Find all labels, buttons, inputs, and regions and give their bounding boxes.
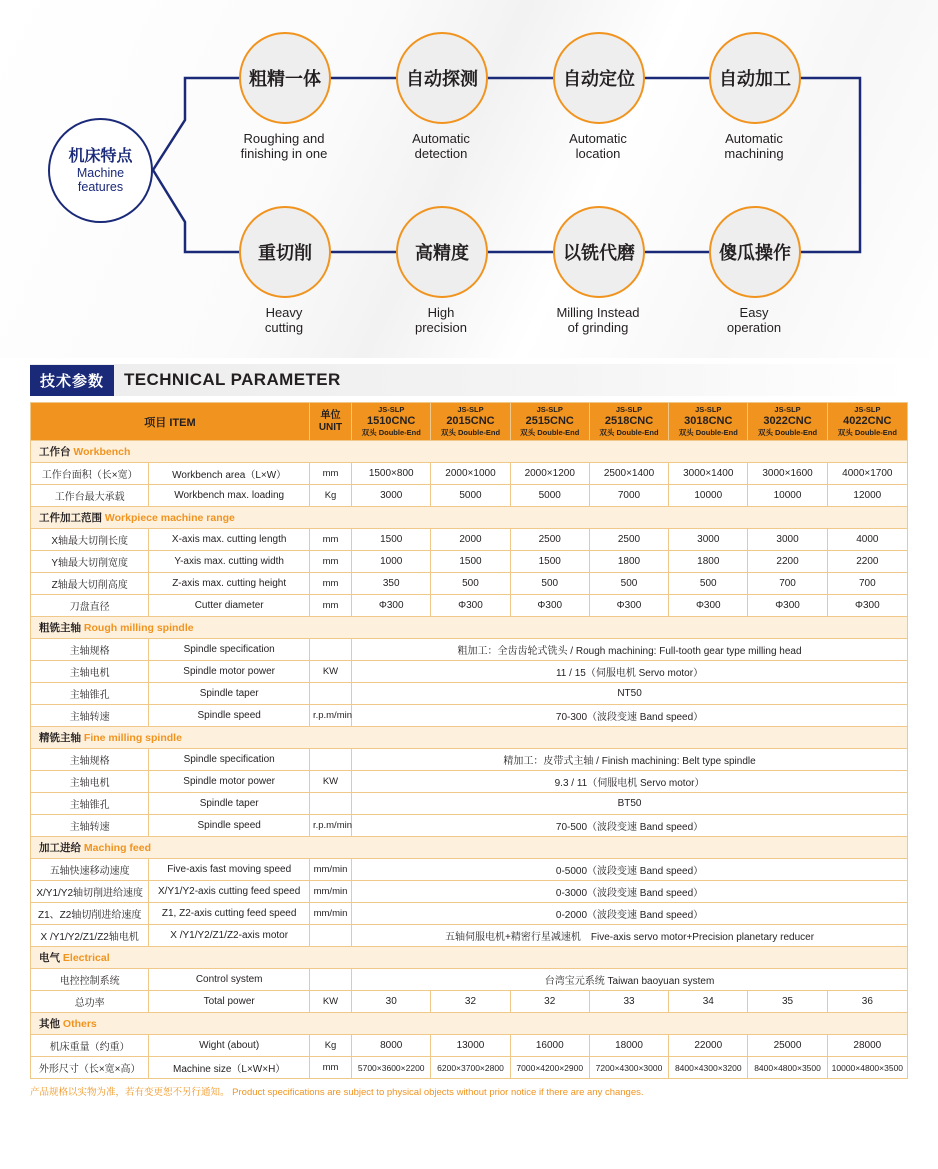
section-title-en: TECHNICAL PARAMETER [124,370,341,389]
row-value: 500 [510,573,589,595]
group-label-en: Maching feed [83,842,152,854]
row-value: 350 [352,573,431,595]
row-label-en: Spindle speed [149,815,310,837]
table-row [31,749,908,771]
table-row [31,969,908,991]
row-span-value: 70-500（波段变速 Band speed） [352,815,908,837]
row-value: 500 [431,573,510,595]
table-body [31,441,908,1079]
row-span-value: 0-2000（波段变速 Band speed） [352,903,908,925]
row-value: 1000 [352,551,431,573]
header-model-1 [352,403,431,441]
caption-line-1: Easy [739,305,769,320]
row-unit: Kg [309,485,351,507]
row-unit: mm [309,529,351,551]
row-label-cn: 总功率 [31,991,149,1013]
row-value: 2000×1200 [510,463,589,485]
row-value: 2000×1000 [431,463,510,485]
table-row [31,903,908,925]
row-value: 3000 [669,529,748,551]
row-label-cn: X轴最大切削长度 [31,529,149,551]
model-note: 双头 Double-End [757,428,818,437]
group-label [31,727,908,749]
table-group-row [31,441,908,463]
feature-caption-roughing-finishing [209,131,359,161]
row-value: Φ300 [669,595,748,617]
feature-caption-high-precision [366,305,516,335]
row-unit: mm [309,551,351,573]
table-row [31,815,908,837]
row-label-en: Spindle speed [149,705,310,727]
row-label-cn: X/Y1/Y2轴切削进给速度 [31,881,149,903]
group-label-cn: 工作台 [39,446,71,458]
row-label-cn: 主轴规格 [31,749,149,771]
row-value: 1500 [431,551,510,573]
model-code: 4022CNC [843,415,892,427]
row-value: 10000 [669,485,748,507]
table-footnote [30,1086,908,1099]
row-label-cn: 主轴转速 [31,815,149,837]
feature-node-heavy-cutting [239,206,331,298]
row-label-cn: 五轴快速移动速度 [31,859,149,881]
footnote-cn: 产品规格以实物为准，若有变更恕不另行通知。 [30,1087,230,1098]
node-label-cn: 自动加工 [719,69,791,89]
row-label-en: Control system [149,969,310,991]
row-unit [309,925,351,947]
node-label-cn: 自动定位 [563,69,635,89]
model-brand: JS-SLP [854,405,881,414]
feature-node-milling-instead-grinding [553,206,645,298]
row-unit [309,749,351,771]
row-unit: KW [309,661,351,683]
row-value: 8400×4300×3200 [669,1057,748,1079]
row-label-en: Z1, Z2-axis cutting feed speed [149,903,310,925]
row-value: 1500 [352,529,431,551]
header-model-4 [589,403,668,441]
feature-caption-automatic-location [523,131,673,161]
table-row [31,925,908,947]
table-row [31,551,908,573]
row-unit: mm/min [309,903,351,925]
header-item: 项目 ITEM [31,403,310,441]
node-label-cn: 粗精一体 [249,69,321,89]
header-model-3 [510,403,589,441]
group-label-en: Fine milling spindle [83,732,182,744]
header-model-5 [669,403,748,441]
caption-line-1: Milling Instead [556,305,640,320]
row-value: Φ300 [589,595,668,617]
header-model-2 [431,403,510,441]
row-value: 13000 [431,1035,510,1057]
header-unit-cn: 单位 [320,409,341,421]
group-label-en: Rough milling spindle [83,622,194,634]
table-row [31,705,908,727]
table-row [31,991,908,1013]
row-label-cn: X /Y1/Y2/Z1/Z2轴电机 [31,925,149,947]
row-value: 500 [589,573,668,595]
model-brand: JS-SLP [378,405,405,414]
group-label-en: Workpiece machine range [104,512,235,524]
technical-parameter-table [30,402,908,1079]
header-model-7 [827,403,907,441]
row-label-en: Y-axis max. cutting width [149,551,310,573]
row-value: Φ300 [352,595,431,617]
row-value: 700 [748,573,827,595]
caption-line-1: Roughing and [243,131,325,146]
row-label-en: Five-axis fast moving speed [149,859,310,881]
model-brand: JS-SLP [536,405,563,414]
row-label-en: Workbench max. loading [149,485,310,507]
row-unit [309,793,351,815]
row-label-en: Workbench area（L×W） [149,463,310,485]
row-unit [309,683,351,705]
row-value: 1500×800 [352,463,431,485]
caption-line-2: of grinding [567,320,629,335]
group-label [31,441,908,463]
group-label [31,617,908,639]
node-label-cn: 自动探测 [406,69,478,89]
row-value: 4000 [827,529,907,551]
caption-line-1: High [427,305,455,320]
row-value: 3000×1400 [669,463,748,485]
row-label-en: Total power [149,991,310,1013]
table-row [31,595,908,617]
row-unit [309,639,351,661]
feature-node-automatic-location [553,32,645,124]
table-row [31,1057,908,1079]
row-value: 8400×4800×3500 [748,1057,827,1079]
table-row [31,529,908,551]
feature-node-high-precision [396,206,488,298]
row-value: 1500 [510,551,589,573]
row-value: 3000 [748,529,827,551]
row-value: 25000 [748,1035,827,1057]
feature-node-automatic-detection [396,32,488,124]
row-value: 2200 [748,551,827,573]
row-label-cn: 工作台最大承载 [31,485,149,507]
row-value: 22000 [669,1035,748,1057]
row-value: 700 [827,573,907,595]
row-value: 1800 [669,551,748,573]
row-label-en: Z-axis max. cutting height [149,573,310,595]
row-unit [309,969,351,991]
table-row [31,463,908,485]
table-row [31,639,908,661]
caption-line-2: operation [726,320,782,335]
model-brand: JS-SLP [615,405,643,414]
row-value: 7200×4300×3000 [589,1057,668,1079]
table-group-row [31,947,908,969]
row-label-cn: 主轴规格 [31,639,149,661]
row-value: 10000×4800×3500 [827,1057,907,1079]
row-value: 2500×1400 [589,463,668,485]
hub-label-en-2: features [77,180,124,194]
machine-features-diagram [0,0,938,358]
row-label-en: X/Y1/Y2-axis cutting feed speed [149,881,310,903]
row-value: 6200×3700×2800 [431,1057,510,1079]
row-label-en: Spindle specification [149,749,310,771]
table-row [31,1035,908,1057]
model-note: 双头 Double-End [520,428,580,437]
node-label-cn: 重切削 [258,243,312,263]
row-value: 5700×3600×2200 [352,1057,431,1079]
caption-line-1: Heavy [265,305,303,320]
group-label-cn: 其他 [39,1018,60,1030]
model-note: 双头 Double-End [361,428,421,437]
row-value: 3000×1600 [748,463,827,485]
row-value: 2200 [827,551,907,573]
hub-machine-features [48,118,153,223]
row-label-cn: 电控控制系统 [31,969,149,991]
row-span-value: 五轴伺服电机+精密行星减速机 Five-axis servo motor+Precision planetary reducer [352,925,908,947]
row-span-value: BT50 [352,793,908,815]
row-unit: KW [309,991,351,1013]
section-header-technical-parameter [30,364,908,396]
feature-caption-automatic-detection [366,131,516,161]
row-label-cn: 主轴锥孔 [31,683,149,705]
row-label-en: Spindle taper [149,683,310,705]
row-span-value: 精加工：皮带式主轴 / Finish machining: Belt type spindle [352,749,908,771]
row-unit: Kg [309,1035,351,1057]
row-label-cn: 刀盘直径 [31,595,149,617]
row-span-value: NT50 [352,683,908,705]
group-label-cn: 电气 [39,952,60,964]
row-value: Φ300 [510,595,589,617]
row-value: 1800 [589,551,668,573]
row-value: 3000 [352,485,431,507]
row-value: 500 [669,573,748,595]
section-title-cn: 技术参数 [30,365,114,396]
group-label-cn: 加工进给 [39,842,81,854]
row-label-en: X /Y1/Y2/Z1/Z2-axis motor [149,925,310,947]
model-note: 双头 Double-End [837,428,897,437]
table-group-row [31,837,908,859]
row-span-value: 粗加工：全齿齿轮式铣头 / Rough machining: Full-tooth gear type milling head [352,639,908,661]
caption-line-2: detection [414,146,468,161]
row-label-en: Spindle specification [149,639,310,661]
row-unit: r.p.m/min [309,705,351,727]
row-value: 33 [589,991,668,1013]
row-value: 30 [352,991,431,1013]
row-unit: KW [309,771,351,793]
feature-node-roughing-finishing [239,32,331,124]
row-value: 10000 [748,485,827,507]
model-code: 1510CNC [367,415,416,427]
group-label-cn: 工件加工范围 [39,512,102,524]
row-value: Φ300 [431,595,510,617]
row-value: 28000 [827,1035,907,1057]
table-row [31,793,908,815]
row-value: Φ300 [827,595,907,617]
table-row [31,771,908,793]
row-unit: r.p.m/min [309,815,351,837]
group-label-en: Workbench [73,446,131,458]
row-value: 5000 [431,485,510,507]
model-brand: JS-SLP [457,405,484,414]
row-value: Φ300 [748,595,827,617]
model-code: 3018CNC [684,415,733,427]
row-span-value: 0-5000（波段变速 Band speed） [352,859,908,881]
model-code: 2518CNC [604,415,654,427]
group-label [31,1013,908,1035]
row-value: 8000 [352,1035,431,1057]
feature-node-easy-operation [709,206,801,298]
group-label-cn: 粗铣主轴 [39,622,81,634]
caption-line-1: Automatic [569,131,627,146]
row-unit: mm/min [309,881,351,903]
table-row [31,573,908,595]
row-value: 12000 [827,485,907,507]
hub-label-en-1: Machine [76,166,125,180]
caption-line-1: Automatic [725,131,783,146]
row-value: 16000 [510,1035,589,1057]
row-value: 32 [510,991,589,1013]
caption-line-2: location [575,146,621,161]
table-group-row [31,507,908,529]
caption-line-1: Automatic [412,131,470,146]
row-span-value: 9.3 / 11（伺服电机 Servo motor） [352,771,908,793]
model-brand: JS-SLP [774,405,801,414]
row-span-value: 台湾宝元系统 Taiwan baoyuan system [352,969,908,991]
row-label-cn: 主轴电机 [31,771,149,793]
model-brand: JS-SLP [695,405,722,414]
row-label-cn: 主轴转速 [31,705,149,727]
model-note: 双头 Double-End [440,428,501,437]
row-label-en: Spindle motor power [149,661,310,683]
row-value: 36 [827,991,907,1013]
row-label-en: Wight (about) [149,1035,310,1057]
row-value: 34 [669,991,748,1013]
feature-caption-automatic-machining [679,131,829,161]
table-group-row [31,1013,908,1035]
model-code: 2515CNC [525,415,574,427]
row-label-en: Machine size（L×W×H） [149,1057,310,1079]
header-unit-en: UNIT [318,421,343,433]
row-value: 7000 [589,485,668,507]
group-label-cn: 精铣主轴 [39,732,81,744]
caption-line-2: finishing in one [240,146,328,161]
node-label-cn: 傻瓜操作 [719,243,791,263]
table-header-row [31,403,908,441]
row-label-en: X-axis max. cutting length [149,529,310,551]
model-code: 2015CNC [446,415,495,427]
row-label-cn: 主轴锥孔 [31,793,149,815]
row-value: 5000 [510,485,589,507]
table-row [31,859,908,881]
header-model-6 [748,403,827,441]
group-label-en: Others [62,1018,97,1030]
group-label [31,947,908,969]
row-label-cn: 工作台面积（长×宽） [31,463,149,485]
group-label [31,507,908,529]
footnote-en: Product specifications are subject to physical objects without prior notice if there are any changes. [232,1087,644,1098]
row-value: 7000×4200×2900 [510,1057,589,1079]
row-value: 35 [748,991,827,1013]
row-label-cn: Y轴最大切削宽度 [31,551,149,573]
row-unit: mm/min [309,859,351,881]
row-value: 32 [431,991,510,1013]
row-unit: mm [309,573,351,595]
hub-label-cn: 机床特点 [68,148,133,165]
row-value: 18000 [589,1035,668,1057]
group-label-en: Electrical [62,952,110,964]
table-group-row [31,617,908,639]
row-label-en: Cutter diameter [149,595,310,617]
row-span-value: 70-300（波段变速 Band speed） [352,705,908,727]
row-value: 2000 [431,529,510,551]
table-row [31,661,908,683]
model-note: 双头 Double-End [678,428,738,437]
node-label-cn: 高精度 [415,243,469,263]
row-label-cn: 外形尺寸（长×宽×高） [31,1057,149,1079]
caption-line-2: precision [414,320,468,335]
row-value: 2500 [510,529,589,551]
node-label-cn: 以铣代磨 [563,243,635,263]
table-row [31,485,908,507]
feature-node-automatic-machining [709,32,801,124]
row-unit: mm [309,1057,351,1079]
row-label-cn: Z1、Z2轴切削进给速度 [31,903,149,925]
row-span-value: 0-3000（波段变速 Band speed） [352,881,908,903]
header-unit [309,403,351,441]
row-unit: mm [309,463,351,485]
table-row [31,881,908,903]
row-label-cn: 主轴电机 [31,661,149,683]
feature-caption-heavy-cutting [209,305,359,335]
model-code: 3022CNC [763,415,812,427]
row-label-cn: 机床重量（约重） [31,1035,149,1057]
caption-line-2: machining [724,146,784,161]
feature-caption-milling-instead-grinding [523,305,673,335]
model-note: 双头 Double-End [599,428,659,437]
row-label-en: Spindle taper [149,793,310,815]
row-value: 2500 [589,529,668,551]
row-span-value: 11 / 15（伺服电机 Servo motor） [352,661,908,683]
row-label-en: Spindle motor power [149,771,310,793]
caption-line-2: cutting [264,320,304,335]
table-row [31,683,908,705]
table-group-row [31,727,908,749]
feature-caption-easy-operation [679,305,829,335]
row-label-cn: Z轴最大切削高度 [31,573,149,595]
group-label [31,837,908,859]
row-value: 4000×1700 [827,463,907,485]
row-unit: mm [309,595,351,617]
